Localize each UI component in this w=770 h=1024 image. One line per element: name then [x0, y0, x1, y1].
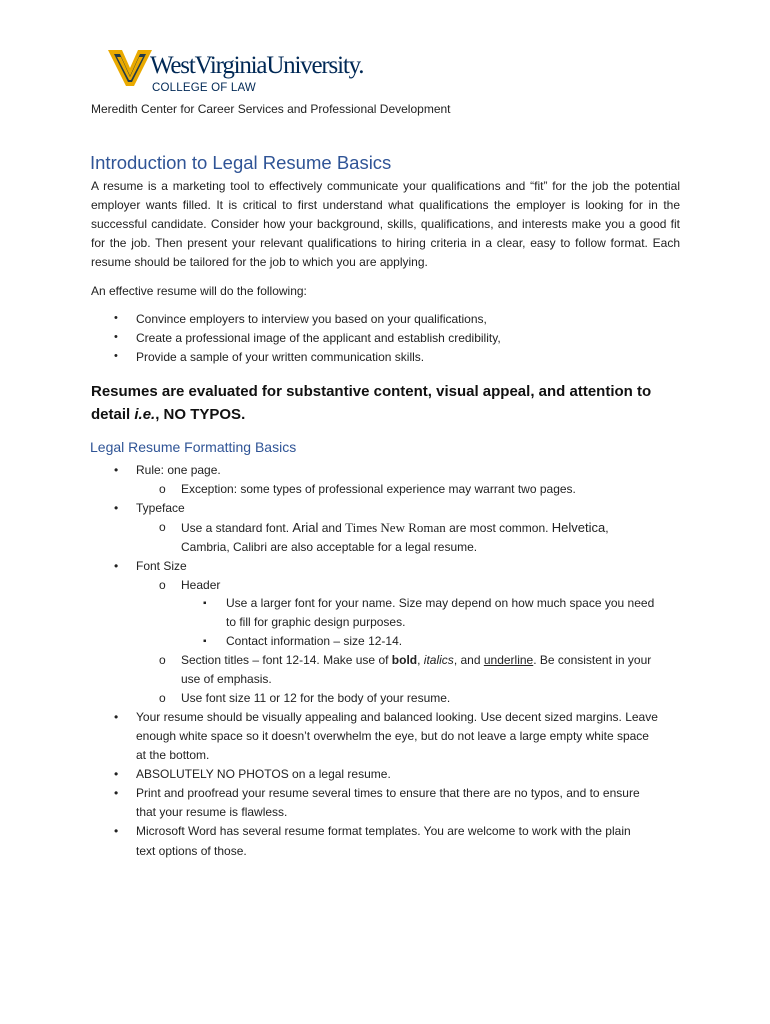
bullet-marker: •	[114, 331, 118, 343]
square-marker: ▪	[203, 636, 207, 647]
typeface-detail	[181, 518, 681, 538]
formatting-heading: Legal Resume Formatting Basics	[90, 439, 297, 455]
bullet-marker: •	[114, 710, 119, 724]
visual-line3: at the bottom.	[136, 748, 210, 762]
typeface-text: Use a standard font.	[181, 521, 293, 535]
bullet-marker: •	[114, 559, 119, 573]
templates-line1: Microsoft Word has several resume format templates. You are welcome to work with the plain	[136, 824, 631, 838]
bullet-marker: •	[114, 312, 118, 324]
typeface-item: Typeface	[136, 501, 185, 515]
section-titles-line2: use of emphasis.	[181, 672, 272, 686]
bullet-marker: •	[114, 350, 118, 362]
proofread-line2: that your resume is flawless.	[136, 805, 288, 819]
bullet-marker: •	[114, 767, 119, 781]
bullet-marker: •	[114, 463, 119, 477]
intro-paragraph: A resume is a marketing tool to effectively communicate your qualifications and “fit” for the job the potential employer wants filled. It is critical to first understand what qualifications the employer is looking for in the successful candidate. Consider how your background, skills, qualifications, and interests make you a good fit for the job. Then present your relevant qualifications to hiring criteria in a clear, easy to follow format. Each resume should be tailored for the job to which you are applying.	[91, 179, 680, 269]
section-text-2: . Be consistent in your	[533, 653, 652, 667]
list-item	[114, 350, 501, 369]
section-titles-line1	[181, 651, 651, 670]
intro-bullet-list	[114, 312, 501, 369]
circle-marker: o	[159, 482, 166, 496]
circle-marker: o	[159, 653, 166, 667]
templates-line2: text options of those.	[136, 844, 247, 858]
intro-heading: Introduction to Legal Resume Basics	[90, 152, 392, 173]
section-text: Section titles – font 12-14. Make use of	[181, 653, 392, 667]
font-times-new-roman: Times New Roman	[345, 520, 446, 535]
flying-wv-logo-icon	[108, 46, 152, 90]
circle-marker: o	[159, 520, 166, 534]
square-marker: ▪	[203, 598, 207, 609]
list-item	[114, 312, 501, 331]
visual-line1: Your resume should be visually appealing and balanced looking. Use decent sized margins. Leave	[136, 710, 658, 724]
proofread-line1: Print and proofread your resume several times to ensure that there are no typos, and to ensure	[136, 786, 640, 800]
typeface-comma: ,	[605, 521, 609, 535]
department-name: Meredith Center for Career Services and Professional Development	[91, 102, 451, 116]
rule-exception: Exception: some types of professional experience may warrant two pages.	[181, 482, 576, 496]
name-size-line2: to fill for graphic design purposes.	[226, 615, 406, 629]
section-bold: bold	[391, 653, 418, 667]
no-photos: ABSOLUTELY NO PHOTOS on a legal resume.	[136, 767, 391, 781]
section-italics: italics	[423, 653, 454, 667]
logo-wordmark: WestVirginiaUniversity.	[150, 52, 364, 79]
rule-item: Rule: one page.	[136, 463, 221, 477]
contact-size: Contact information – size 12-14.	[226, 634, 403, 648]
visual-line2: enough white space so it doesn’t overwhelm the eye, but do not leave a large empty white space	[136, 729, 649, 743]
name-size-line1: Use a larger font for your name. Size may depend on how much space you need	[226, 596, 655, 610]
bullet-marker: •	[114, 501, 119, 515]
circle-marker: o	[159, 578, 166, 592]
evaluation-ie: i.e.	[134, 406, 156, 423]
section-and: , and	[453, 653, 484, 667]
font-size-item: Font Size	[136, 559, 187, 573]
section-underline: underline	[483, 653, 534, 667]
wvu-logo	[108, 46, 368, 98]
header-item: Header	[181, 578, 221, 592]
section-comma: ,	[417, 653, 424, 667]
typeface-and: and	[318, 521, 346, 535]
typeface-detail-line2: Cambria, Calibri are also acceptable for a legal resume.	[181, 540, 478, 554]
evaluation-no-typos: , NO TYPOS.	[155, 406, 246, 423]
list-item-text: Convince employers to interview you based on your qualifications,	[136, 312, 487, 326]
body-size: Use font size 11 or 12 for the body of your resume.	[181, 691, 451, 705]
circle-marker: o	[159, 691, 166, 705]
evaluation-statement	[91, 380, 691, 426]
font-arial: Arial	[292, 520, 319, 535]
intro-lead: An effective resume will do the following:	[91, 284, 307, 298]
list-item	[114, 331, 501, 350]
typeface-text-2: are most common.	[445, 521, 552, 535]
bullet-marker: •	[114, 786, 119, 800]
logo-college-of-law: COLLEGE OF LAW	[152, 82, 256, 94]
font-helvetica: Helvetica	[551, 520, 606, 535]
list-item-text: Provide a sample of your written communication skills.	[136, 350, 425, 364]
bullet-marker: •	[114, 824, 119, 838]
evaluation-text: Resumes are evaluated for substantive content, visual appeal, and attention to detail	[91, 383, 652, 423]
list-item-text: Create a professional image of the applicant and establish credibility,	[136, 331, 501, 345]
